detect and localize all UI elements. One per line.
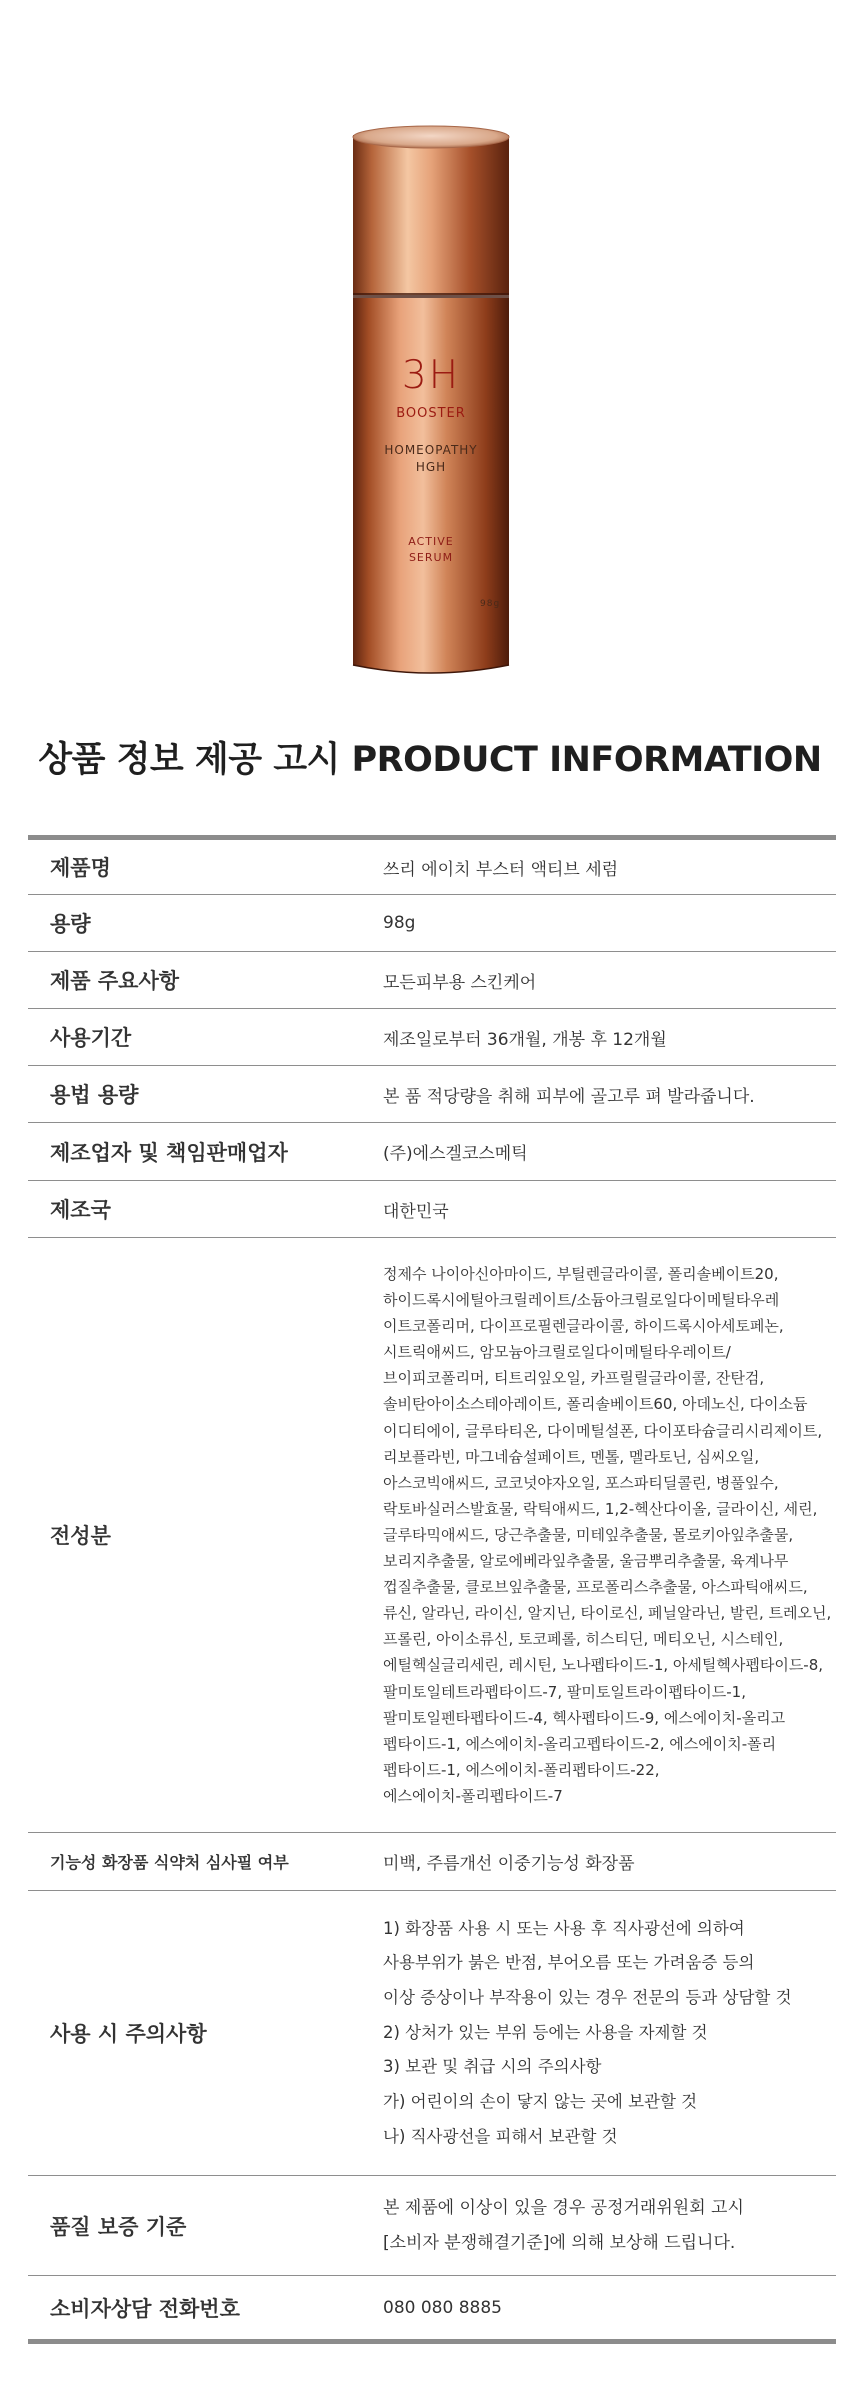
caution-line: 가) 어린이의 손이 닿지 않는 곳에 보관할 것 (383, 2092, 698, 2112)
table-row (28, 895, 836, 952)
row-label-directions: 용법 용량 (28, 1066, 353, 1123)
ingredient-line: 락토바실러스발효물, 락틱애씨드, 1,2-헥산다이올, 글라이신, 세린, (383, 1499, 818, 1518)
ingredient-line: 보리지추출물, 알로에베라잎추출물, 울금뿌리추출물, 육계나무 (383, 1552, 789, 1571)
ingredient-line: 펩타이드-1, 에스에이치-폴리펩타이드-22, (383, 1760, 660, 1779)
page-title: 상품 정보 제공 고시 PRODUCT INFORMATION (38, 740, 822, 780)
quality-line: [소비자 분쟁해결기준]에 의해 보상해 드립니다. (383, 2232, 736, 2253)
row-value-main-features: 모든피부용 스킨케어 (353, 952, 836, 1009)
row-label-manufacturer: 제조업자 및 책임판매업자 (28, 1123, 353, 1181)
ingredient-line: 브이피코폴리머, 티트리잎오일, 카프릴릴글라이콜, 잔탄검, (383, 1369, 765, 1388)
bottle-label-weight: 98g (480, 599, 501, 609)
caution-line: 이상 증상이나 부작용이 있는 경우 전문의 등과 상담할 것 (383, 1987, 792, 2007)
table-row (28, 1009, 836, 1066)
ingredient-line: 솔비탄아이소스테아레이트, 폴리솔베이트60, 아데노신, 다이소듐 (383, 1395, 808, 1414)
row-value-caution (353, 1891, 836, 2176)
ingredient-line: 하이드록시에틸아크릴레이트/소듐아크릴로일다이메틸타우레 (383, 1291, 780, 1310)
row-value-capacity: 98g (353, 895, 836, 952)
bottle-logo-3h: 3H (401, 353, 461, 398)
ingredient-line: 정제수 나이아신아마이드, 부틸렌글라이콜, 폴리솔베이트20, (383, 1265, 779, 1284)
row-value-ingredients (353, 1238, 836, 1833)
row-label-product-name: 제품명 (28, 838, 353, 895)
row-label-ingredients: 전성분 (28, 1238, 353, 1833)
row-label-capacity: 용량 (28, 895, 353, 952)
caution-line: 1) 화장품 사용 시 또는 사용 후 직사광선에 의하여 (383, 1918, 745, 1938)
row-value-directions: 본 품 적당량을 취해 피부에 골고루 펴 발라줍니다. (353, 1066, 836, 1123)
table-row (28, 838, 836, 895)
ingredient-line: 에틸헥실글리세린, 레시틴, 노나펩타이드-1, 아세틸헥사펩타이드-8, (383, 1656, 824, 1675)
ingredient-line: 류신, 알라닌, 라이신, 알지닌, 타이로신, 페닐알라닌, 발린, 트레오닌, (383, 1604, 832, 1623)
caution-line: 3) 보관 및 취급 시의 주의사항 (383, 2057, 602, 2077)
ingredient-line: 시트릭애씨드, 암모늄아크릴로일다이메틸타우레이트/ (383, 1343, 731, 1362)
row-label-functional-cosmetic: 기능성 화장품 식약처 심사필 여부 (28, 1833, 353, 1891)
ingredient-line: 팔미토일펜타펩타이드-4, 헥사펩타이드-9, 에스에이치-올리고 (383, 1708, 786, 1727)
row-label-usage-period: 사용기간 (28, 1009, 353, 1066)
ingredient-line: 껍질추출물, 클로브잎추출물, 프로폴리스추출물, 아스파틱애씨드, (383, 1578, 808, 1597)
ingredient-line: 프롤린, 아이소류신, 토코페롤, 히스티딘, 메티오닌, 시스테인, (383, 1630, 784, 1649)
row-label-country: 제조국 (28, 1181, 353, 1238)
bottle-label-booster: BOOSTER (396, 406, 466, 421)
row-label-main-features: 제품 주요사항 (28, 952, 353, 1009)
row-value-phone: 080 080 8885 (383, 2297, 502, 2318)
ingredient-line: 이트코폴리머, 다이프로필렌글라이콜, 하이드록시아세토페논, (383, 1317, 784, 1336)
ingredient-line: 펩타이드-1, 에스에이치-올리고펩타이드-2, 에스에이치-폴리 (383, 1734, 777, 1753)
bottle-label-serum: SERUM (408, 551, 454, 564)
table-row (28, 1066, 836, 1123)
ingredient-line: 리보플라빈, 마그네슘설페이트, 멘톨, 멜라토닌, 심씨오일, (383, 1447, 760, 1466)
product-bottle-image (340, 125, 522, 677)
bottle-label-homeopathy: HOMEOPATHY (384, 443, 478, 457)
row-label-quality-standard: 품질 보증 기준 (28, 2176, 353, 2276)
table-row (28, 1123, 836, 1181)
caution-line: 2) 상처가 있는 부위 등에는 사용을 자제할 것 (383, 2022, 708, 2042)
product-image-area (0, 0, 860, 690)
row-value-usage-period: 제조일로부터 36개월, 개봉 후 12개월 (353, 1009, 836, 1066)
row-value-country: 대한민국 (353, 1181, 836, 1238)
row-label-caution: 사용 시 주의사항 (28, 1891, 353, 2176)
table-row (28, 1833, 836, 1891)
ingredient-line: 에스에이치-폴리펩타이드-7 (383, 1786, 563, 1805)
row-value-quality-standard (353, 2176, 836, 2276)
ingredient-line: 아스코빅애씨드, 코코넛야자오일, 포스파티딜콜린, 병풀잎수, (383, 1473, 779, 1492)
caution-line: 나) 직사광선을 피해서 보관할 것 (383, 2126, 618, 2146)
table-row (28, 2276, 836, 2342)
ingredient-line: 이디티에이, 글루타티온, 다이메틸설폰, 다이포타슘글리시리제이트, (383, 1421, 823, 1440)
row-value-product-name: 쓰리 에이치 부스터 액티브 세럼 (353, 838, 836, 895)
row-value-manufacturer: (주)에스겔코스메틱 (353, 1123, 836, 1181)
table-row (28, 1891, 836, 2176)
caution-line: 사용부위가 붉은 반점, 부어오름 또는 가려움증 등의 (383, 1953, 755, 1973)
table-row (28, 952, 836, 1009)
ingredient-line: 글루타믹애씨드, 당근추출물, 미테잎추출물, 몰로키아잎추출물, (383, 1525, 794, 1544)
table-row (28, 2176, 836, 2276)
table-row (28, 1238, 836, 1833)
bottle-label-hgh: HGH (415, 460, 447, 474)
row-label-phone: 소비자상담 전화번호 (50, 2296, 240, 2321)
table-row (28, 1181, 836, 1238)
ingredient-line: 팔미토일테트라펩타이드-7, 팔미토일트라이펩타이드-1, (383, 1682, 746, 1701)
quality-line: 본 제품에 이상이 있을 경우 공정거래위원회 고시 (383, 2197, 744, 2218)
bottle-label-active: ACTIVE (408, 535, 454, 548)
product-info-table (28, 835, 836, 2344)
row-value-functional-cosmetic: 미백, 주름개선 이중기능성 화장품 (353, 1833, 836, 1891)
